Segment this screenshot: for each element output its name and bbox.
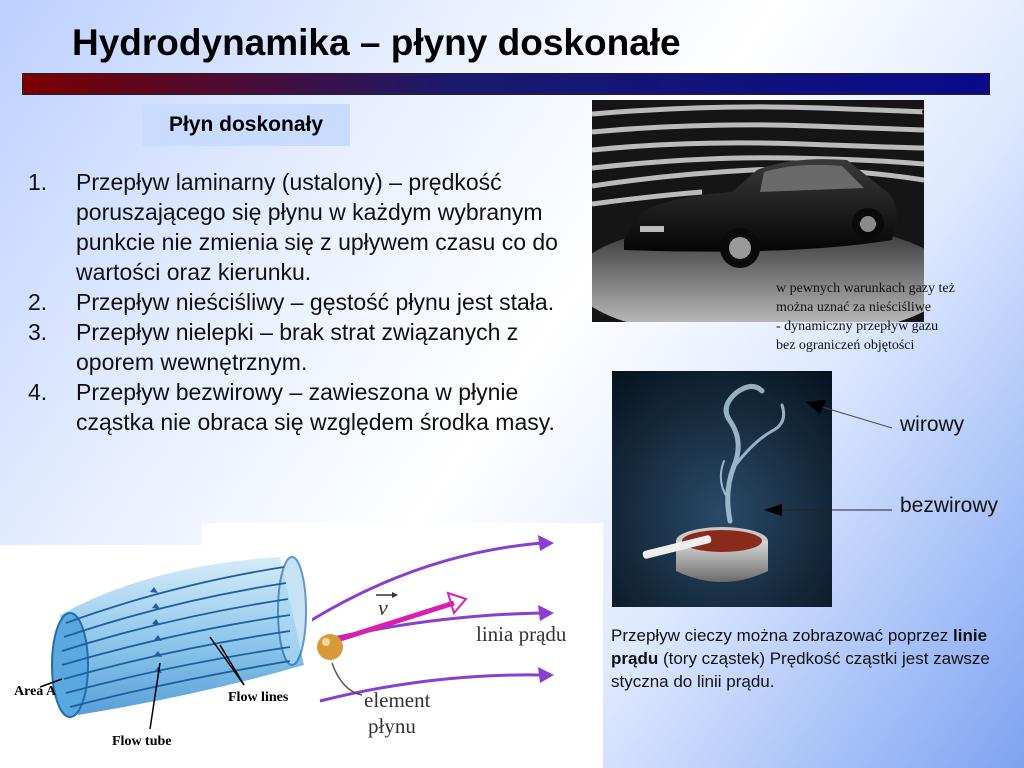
subtitle-label: Płyn doskonały	[168, 113, 324, 136]
list-item	[28, 287, 588, 317]
properties-list	[28, 167, 588, 437]
car-caption	[776, 279, 1006, 355]
list-item	[28, 317, 588, 377]
vortex-label: wirowy	[900, 413, 965, 436]
list-text: Przepływ nieściśliwy – gęstość płynu jest stała.	[76, 289, 555, 315]
flow-tube-diagram	[0, 545, 312, 768]
element-label: element	[364, 688, 431, 712]
list-number: 2.	[28, 289, 48, 315]
title-underline-bar	[22, 73, 990, 95]
list-item	[28, 377, 588, 437]
list-number: 3.	[28, 319, 48, 345]
cigarette-smoke-photo	[612, 371, 832, 607]
caption-line: można uznać za nieściśliwe	[776, 300, 932, 315]
list-number: 4.	[28, 379, 48, 405]
flow-tube-label: Flow tube	[112, 734, 172, 749]
slide-title: Hydrodynamika – płyny doskonałe	[72, 22, 681, 63]
list-text: Przepływ bezwirowy – zawieszona w płynie cząstka nie obraca się względem środka masy.	[76, 379, 555, 435]
area-label: Area A	[14, 684, 57, 699]
caption-line: - dynamiczny przepływ gazu	[776, 319, 939, 334]
irrotational-label: bezwirowy	[900, 494, 999, 517]
list-text: Przepływ laminarny (ustalony) – prędkość poruszającego się płynu w każdym wybranym punkcie nie zmienia się z upływem czasu co do wartości oraz kierunku.	[76, 169, 558, 285]
velocity-symbol: v	[378, 595, 388, 620]
description-bold: linie prądu	[611, 626, 988, 668]
streamline-label: linia prądu	[476, 622, 567, 646]
flow-lines-label: Flow lines	[228, 690, 289, 705]
description-text: (tory cząstek) Prędkość cząstki jest zawsze styczna do linii prądu.	[611, 649, 990, 691]
list-item	[28, 167, 588, 287]
subtitle-box	[142, 104, 350, 146]
caption-line: bez ograniczeń objętości	[776, 338, 915, 353]
caption-line: w pewnych warunkach gazy też	[776, 281, 955, 296]
list-text: Przepływ nielepki – brak strat związanych z oporem wewnętrznym.	[76, 319, 519, 375]
streamline-description	[611, 624, 991, 693]
list-number: 1.	[28, 169, 48, 195]
element-label: płynu	[368, 714, 416, 738]
description-text: Przepływ cieczy można zobrazować poprzez	[611, 626, 954, 645]
